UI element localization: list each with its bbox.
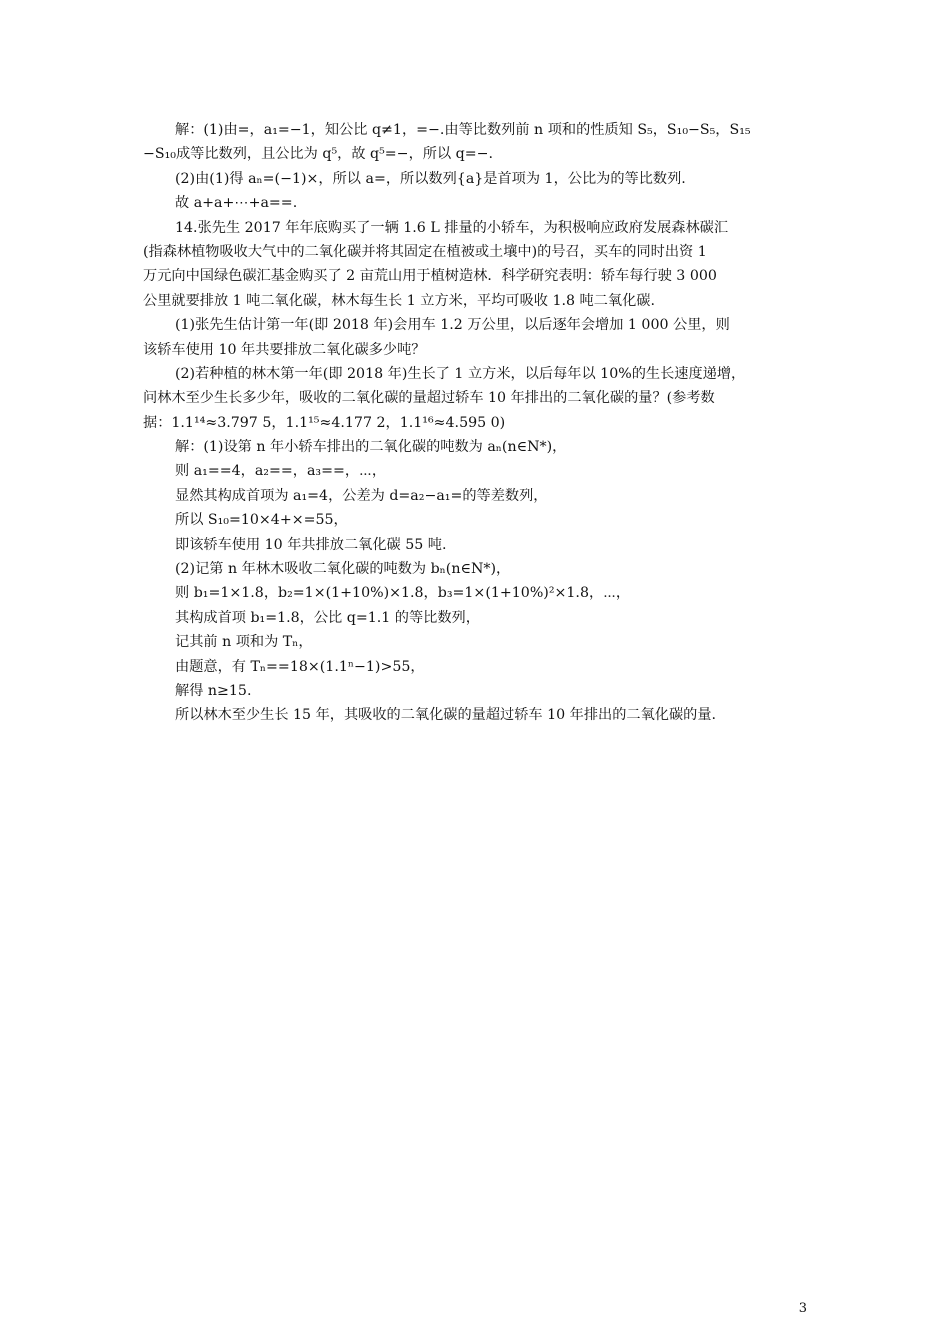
text-line: (指森林植物吸收大气中的二氧化碳并将其固定在植被或土壤中)的号召，买车的同时出资 1 [143,243,707,260]
text-line: 记其前 n 项和为 Tₙ， [175,634,313,651]
text-line: 则 b₁=1×1.8，b₂=1×(1+10%)×1.8，b₃=1×(1+10%)²×1.8，⋯， [175,585,631,602]
text-line: (2)记第 n 年林木吸收二氧化碳的吨数为 bₙ(n∈N*)， [175,561,511,578]
text-line: 所以 S₁₀=10×4+×=55， [175,512,348,529]
text-line: 由题意，有 Tₙ==18×(1.1ⁿ−1)>55， [175,658,425,675]
text-line: 其构成首项 b₁=1.8，公比 q=1.1 的等比数列， [175,609,480,626]
text-line: 解：(1)由=，a₁=−1，知公比 q≠1，=−.由等比数列前 n 项和的性质知 S₅，S₁₀−S₅，S₁₅ [175,122,751,138]
text-line: (1)张先生估计第一年(即 2018 年)会用车 1.2 万公里，以后逐年会增加 1 000 公里，则 [175,317,730,334]
text-line: 则 a₁==4，a₂==，a₃==，⋯， [175,463,387,480]
text-line: 据：1.1¹⁴≈3.797 5，1.1¹⁵≈4.177 2，1.1¹⁶≈4.595 0) [143,414,506,431]
text-line: 即该轿车使用 10 年共排放二氧化碳 55 吨. [175,536,447,553]
text-line: 14.张先生 2017 年年底购买了一辆 1.6 L 排量的小轿车，为积极响应政府发展森林碳汇 [175,219,729,236]
text-line: 解得 n≥15. [175,682,252,699]
text-line: 该轿车使用 10 年共要排放二氧化碳多少吨？ [143,341,426,358]
document-body [143,118,809,728]
text-line: (2)由(1)得 aₙ=(−1)×，所以 a=，所以数列{a}是首项为 1，公比为的等比数列. [175,170,686,187]
page-number: 3 [798,1301,807,1316]
text-line: 万元向中国绿色碳汇基金购买了 2 亩荒山用于植树造林．科学研究表明：轿车每行驶 3 000 [143,268,717,285]
text-line: 故 a+a+⋯+a==. [175,195,298,212]
text-line: −S₁₀成等比数列，且公比为 q⁵，故 q⁵=−，所以 q=−. [143,146,494,163]
text-line: 公里就要排放 1 吨二氧化碳，林木每生长 1 立方米，平均可吸收 1.8 吨二氧化碳. [143,292,655,309]
text-line: 解：(1)设第 n 年小轿车排出的二氧化碳的吨数为 aₙ(n∈N*)， [175,439,567,456]
text-line: 问林木至少生长多少年，吸收的二氧化碳的量超过轿车 10 年排出的二氧化碳的量？(参考数 [143,390,715,407]
text-line: 显然其构成首项为 a₁=4，公差为 d=a₂−a₁=的等差数列， [175,487,548,504]
text-line: 所以林木至少生长 15 年，其吸收的二氧化碳的量超过轿车 10 年排出的二氧化碳的量. [175,707,717,724]
text-line: (2)若种植的林木第一年(即 2018 年)生长了 1 立方米，以后每年以 10%的生长速度递增， [175,365,746,382]
